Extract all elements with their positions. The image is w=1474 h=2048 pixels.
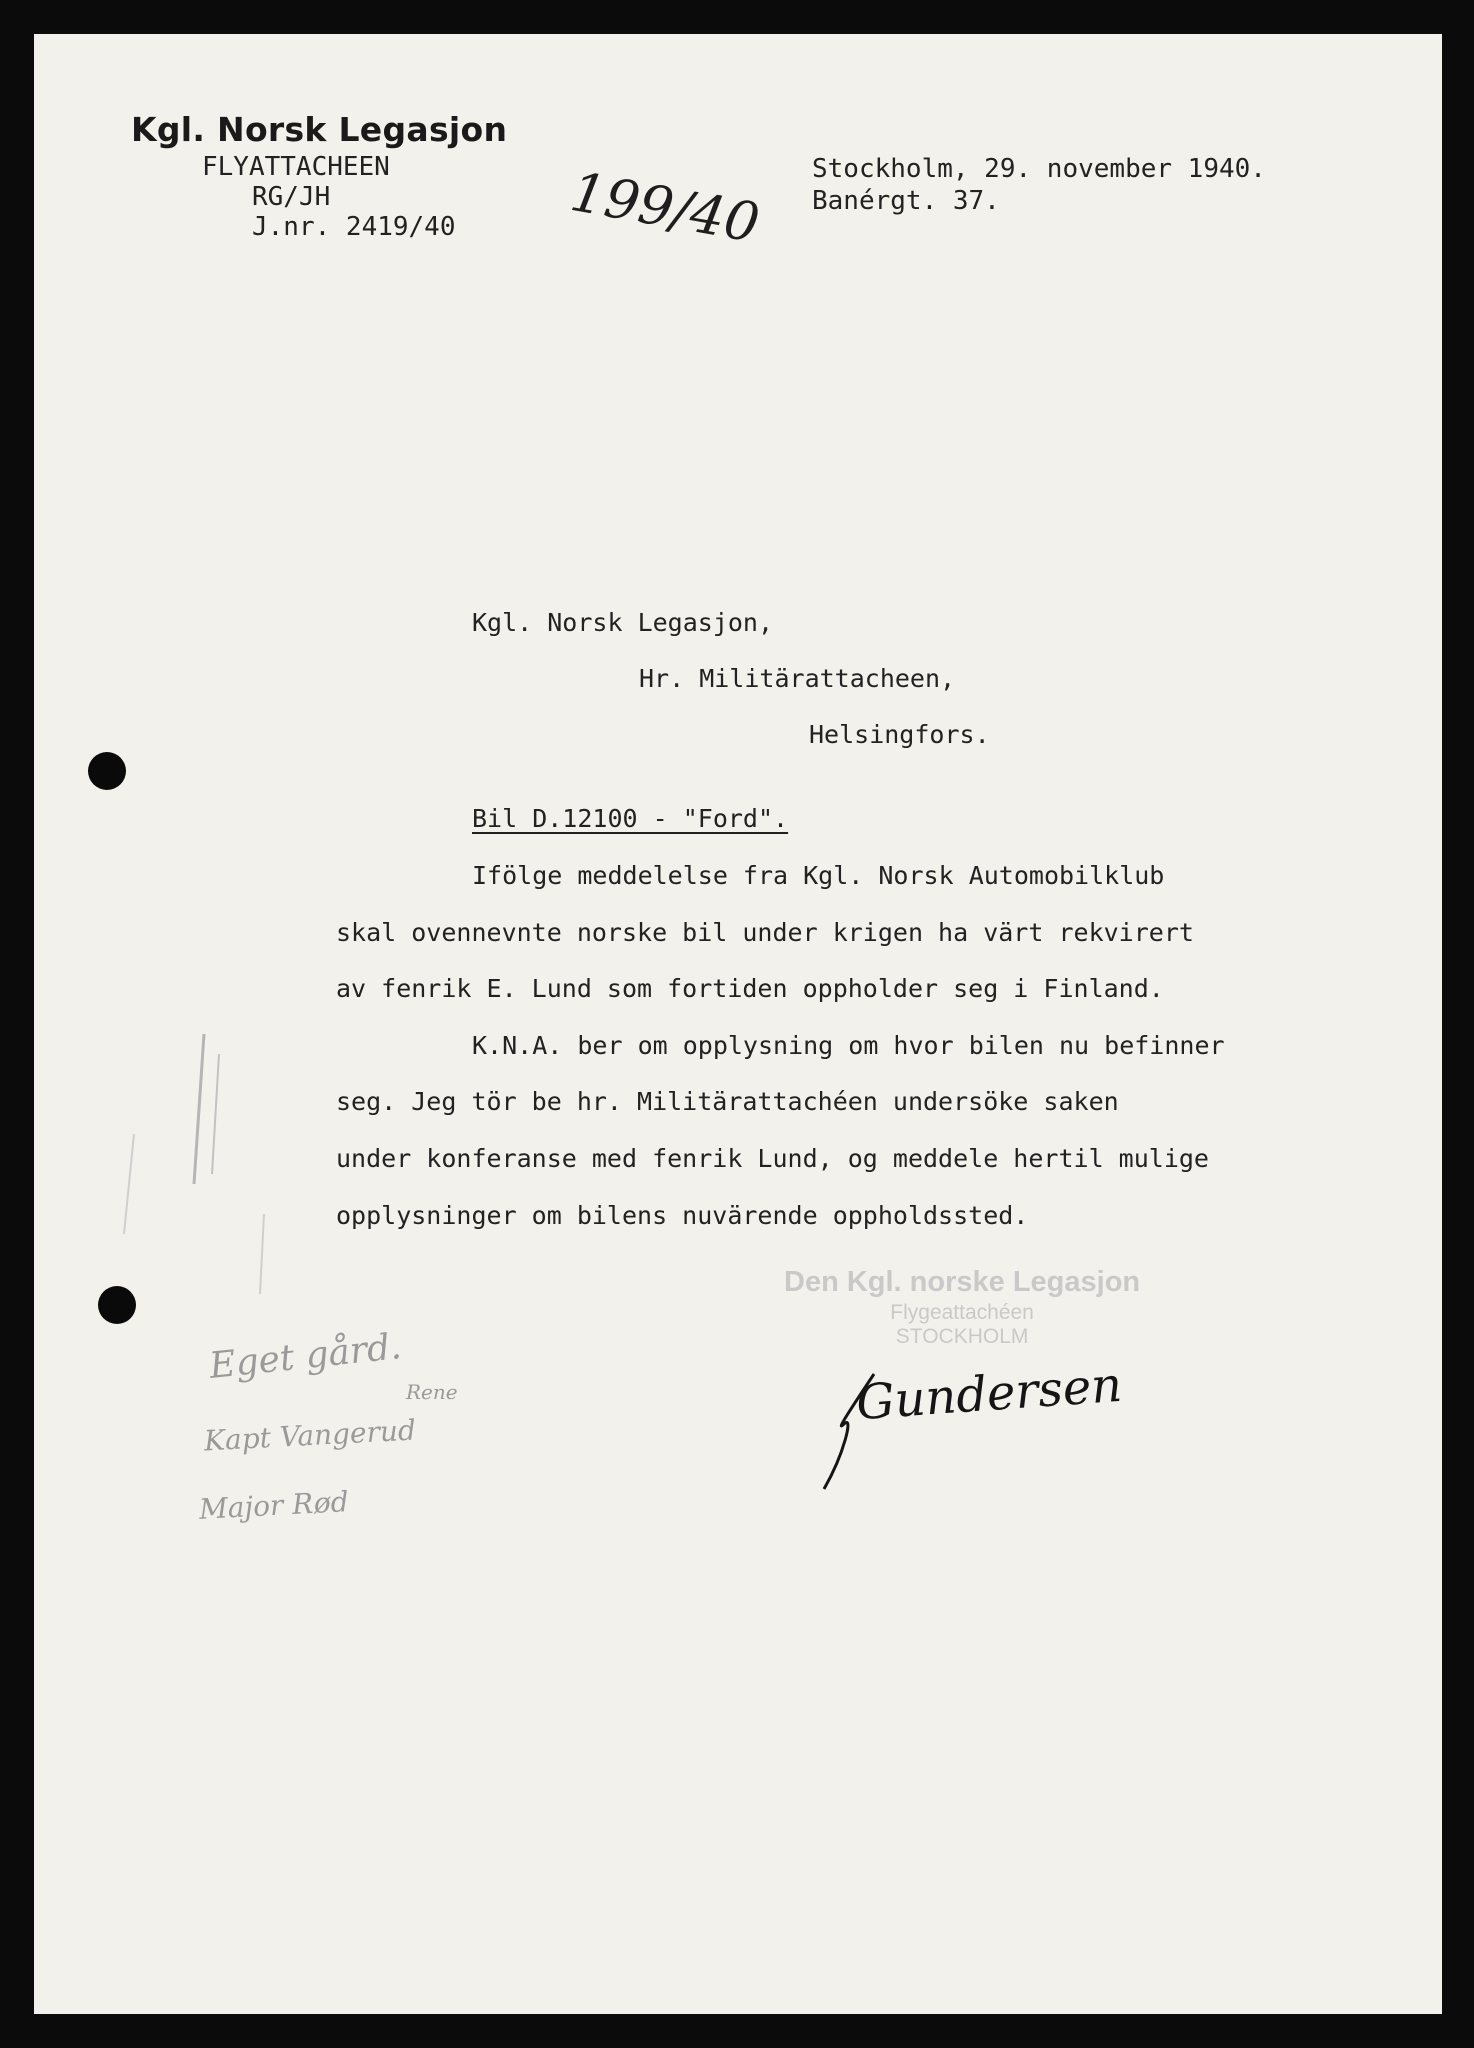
body-paragraph-1-line-1: Ifölge meddelelse fra Kgl. Norsk Automobilklub (472, 861, 1165, 890)
body-paragraph-2-line-2: seg. Jeg tör be hr. Militärattachéen undersöke saken (336, 1087, 1119, 1116)
punch-hole-top (88, 752, 126, 790)
body-paragraph-1-line-2: skal ovennevnte norske bil under krigen ha vӓrt rekvirert (336, 918, 1194, 947)
recipient-line-3: Helsingfors. (809, 720, 990, 749)
stamp-line-3: STOCKHOLM (895, 1325, 1029, 1348)
letterhead-initials: RG/JH (252, 182, 331, 212)
signature: Gundersen (854, 1356, 1124, 1432)
recipient-line-2: Hr. Militärattacheen, (639, 664, 956, 693)
subject-line: Bil D.12100 - "Ford". (472, 804, 789, 833)
recipient-line-1: Kgl. Norsk Legasjon, (472, 608, 774, 637)
handwritten-reference: 199/40 (565, 159, 765, 256)
dateline-place-date: Stockholm, 29. november 1940. (812, 154, 1266, 184)
stamp-line-1: Den Kgl. norske Legasjon (784, 1266, 1141, 1298)
legation-stamp (784, 1266, 1140, 1349)
pencil-note-1: Eget gård. (207, 1326, 404, 1387)
signature-stroke (814, 1364, 894, 1494)
pencil-note-3: Kapt Vangerud (203, 1413, 417, 1458)
pencil-note-4: Major Rød (198, 1485, 350, 1526)
pencil-margin-marks (94, 1014, 294, 1314)
body-paragraph-2-line-3: under konferanse med fenrik Lund, og meddele hertil mulige (336, 1144, 1209, 1173)
body-paragraph-1-line-3: av fenrik E. Lund som fortiden oppholder seg i Finland. (336, 974, 1164, 1003)
journal-number: J.nr. 2419/40 (252, 212, 456, 242)
body-paragraph-2-line-1: K.N.A. ber om opplysning om hvor bilen nu befinner (472, 1031, 1225, 1060)
stamp-line-2: Flygeattachéen (890, 1301, 1034, 1324)
body-paragraph-2-line-4: opplysninger om bilens nuvärende oppholdssted. (336, 1201, 1029, 1230)
dateline-street: Banérgt. 37. (812, 186, 1000, 216)
letterhead-title: Kgl. Norsk Legasjon (131, 110, 508, 149)
pencil-note-2: Rene (406, 1380, 458, 1404)
punch-hole-bottom (98, 1286, 136, 1324)
letter-page (34, 34, 1442, 2014)
letterhead-department: FLYATTACHEEN (202, 152, 390, 182)
